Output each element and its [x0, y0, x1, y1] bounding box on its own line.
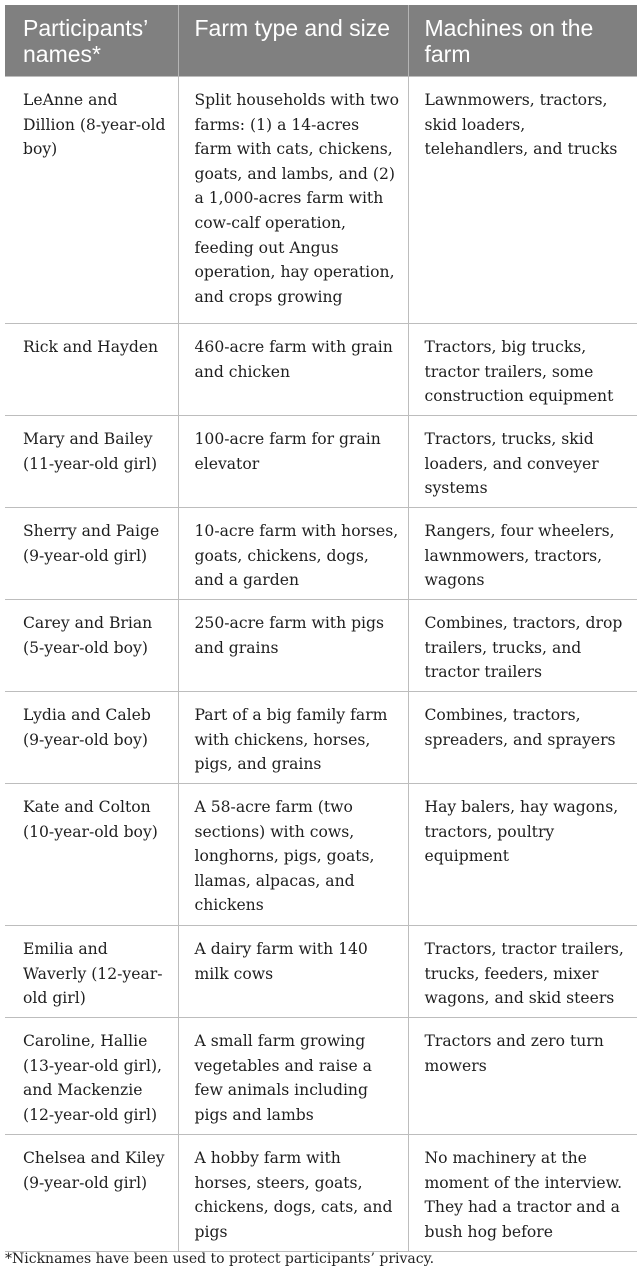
- table-row: [5, 600, 637, 692]
- farm-cell: A hobby farm with horses, steers, goats, chickens, dogs, cats, and pigs: [178, 1135, 408, 1252]
- farm-cell: Part of a big family farm with chickens, horses, pigs, and grains: [178, 692, 408, 784]
- machines-cell: Combines, tractors, drop trailers, trucks, and tractor trailers: [408, 600, 637, 692]
- machines-cell: No machinery at the moment of the interview. They had a tractor and a bush hog before: [408, 1135, 637, 1252]
- header-participants-names: Participants’ names*: [5, 5, 178, 77]
- table-row: [5, 926, 637, 1018]
- machines-cell: Hay balers, hay wagons, tractors, poultry equipment: [408, 784, 637, 926]
- farm-cell: A dairy farm with 140 milk cows: [178, 926, 408, 1018]
- farm-cell: 460-acre farm with grain and chicken: [178, 324, 408, 416]
- machines-cell: Tractors, tractor trailers, trucks, feeders, mixer wagons, and skid steers: [408, 926, 637, 1018]
- table-row: [5, 324, 637, 416]
- participants-table-container: [5, 5, 637, 1252]
- participants-cell: Kate and Colton (10-year-old boy): [5, 784, 178, 926]
- table-row: [5, 692, 637, 784]
- participants-cell: Rick and Hayden: [5, 324, 178, 416]
- participants-cell: Emilia and Waverly (12-year-old girl): [5, 926, 178, 1018]
- participants-cell: LeAnne and Dillion (8-year-old boy): [5, 77, 178, 324]
- machines-cell: Tractors, big trucks, tractor trailers, some construction equipment: [408, 324, 637, 416]
- table-row: [5, 77, 637, 324]
- farm-cell: 10-acre farm with horses, goats, chickens, dogs, and a garden: [178, 508, 408, 600]
- footnote: *Nicknames have been used to protect participants’ privacy.: [5, 1251, 435, 1267]
- machines-cell: Lawnmowers, tractors, skid loaders, telehandlers, and trucks: [408, 77, 637, 324]
- participants-cell: Lydia and Caleb (9-year-old boy): [5, 692, 178, 784]
- machines-cell: Tractors and zero turn mowers: [408, 1018, 637, 1135]
- table-row: [5, 416, 637, 508]
- table-header-row: [5, 5, 637, 77]
- machines-cell: Combines, tractors, spreaders, and sprayers: [408, 692, 637, 784]
- participants-cell: Mary and Bailey (11-year-old girl): [5, 416, 178, 508]
- machines-cell: Rangers, four wheelers, lawnmowers, tractors, wagons: [408, 508, 637, 600]
- header-farm-type-and-size: Farm type and size: [178, 5, 408, 77]
- participants-table: [5, 5, 637, 1252]
- header-machines-on-the-farm: Machines on the farm: [408, 5, 637, 77]
- participants-cell: Sherry and Paige (9-year-old girl): [5, 508, 178, 600]
- farm-cell: Split households with two farms: (1) a 14-acres farm with cats, chickens, goats, and lambs, and (2) a 1,000-acres farm with cow-calf operation, feeding out Angus operation, hay operation, and crops growing: [178, 77, 408, 324]
- farm-cell: 100-acre farm for grain elevator: [178, 416, 408, 508]
- participants-cell: Chelsea and Kiley (9-year-old girl): [5, 1135, 178, 1252]
- table-row: [5, 1135, 637, 1252]
- table-row: [5, 1018, 637, 1135]
- participants-cell: Caroline, Hallie (13-year-old girl), and Mackenzie (12-year-old girl): [5, 1018, 178, 1135]
- participants-cell: Carey and Brian (5-year-old boy): [5, 600, 178, 692]
- farm-cell: A small farm growing vegetables and raise a few animals including pigs and lambs: [178, 1018, 408, 1135]
- farm-cell: 250-acre farm with pigs and grains: [178, 600, 408, 692]
- table-row: [5, 784, 637, 926]
- table-row: [5, 508, 637, 600]
- farm-cell: A 58-acre farm (two sections) with cows, longhorns, pigs, goats, llamas, alpacas, and chickens: [178, 784, 408, 926]
- machines-cell: Tractors, trucks, skid loaders, and conveyer systems: [408, 416, 637, 508]
